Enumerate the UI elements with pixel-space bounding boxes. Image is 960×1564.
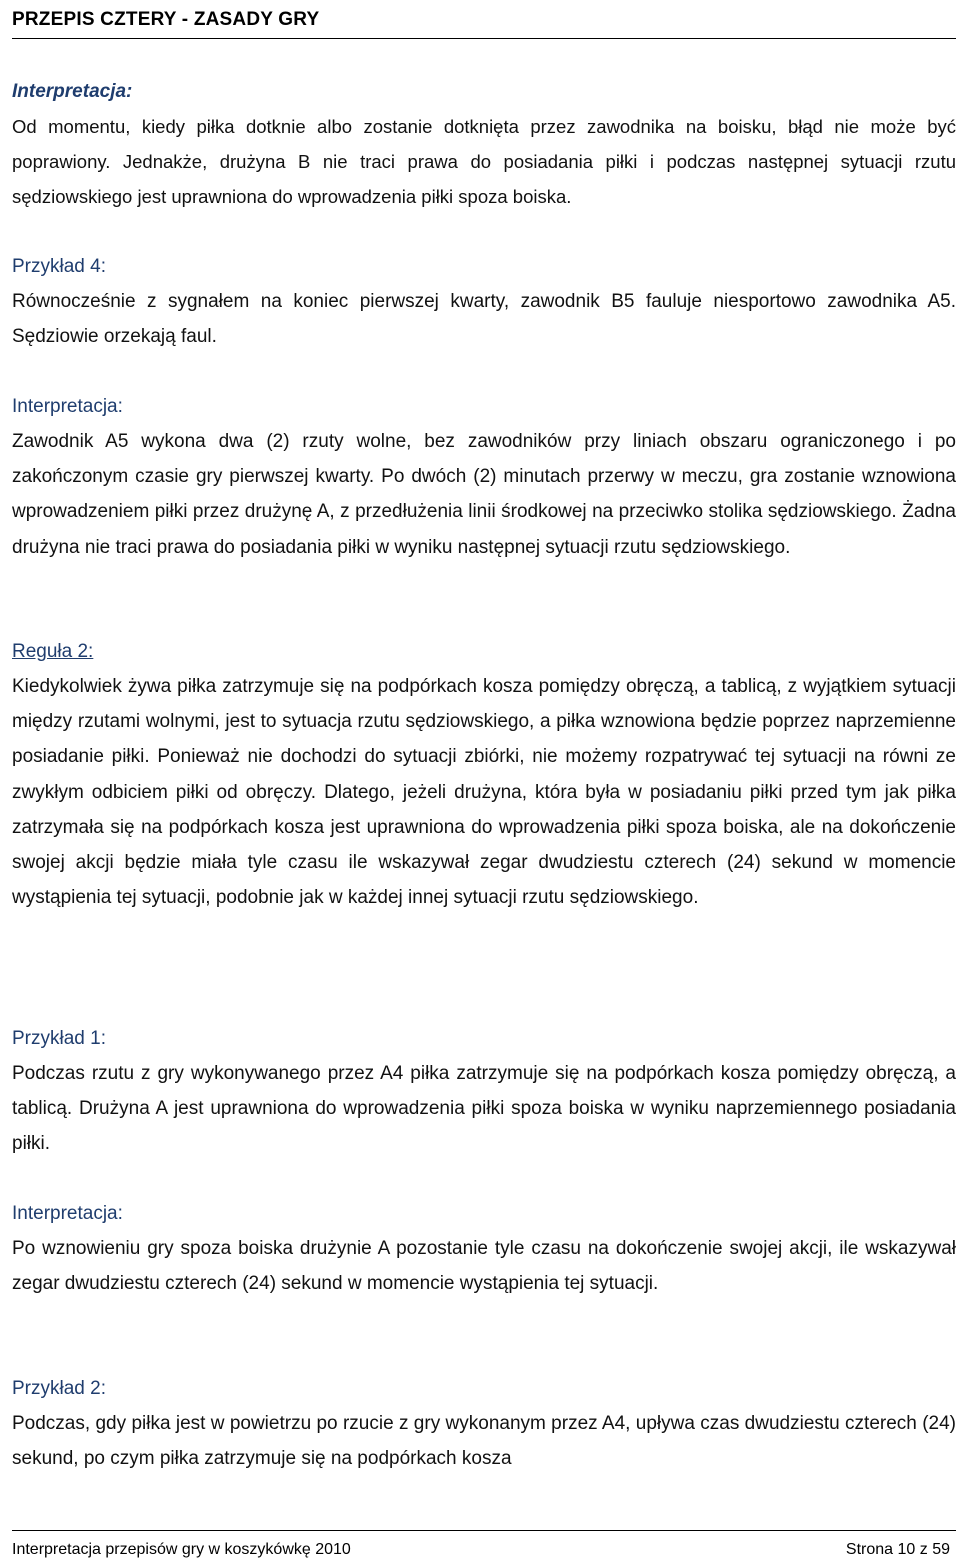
section-heading: Przykład 1: xyxy=(12,1028,106,1049)
section-heading-text: Reguła 2: xyxy=(12,641,94,662)
section-heading: Interpretacja: xyxy=(12,396,123,417)
section-example-4 xyxy=(12,249,956,354)
section-interpretation-3 xyxy=(12,1196,956,1301)
section-text: Po wznowieniu gry spoza boiska drużynie A pozostanie tyle czasu na dokończenie swojej akcji, ile wskazywał zegar dwudziestu czterech (24) sekund w momencie wystąpienia tej sytuacji. xyxy=(12,1238,956,1295)
section-interpretation-2 xyxy=(12,389,956,565)
section-heading: Przykład 2: xyxy=(12,1378,106,1399)
section-heading: Interpretacja: xyxy=(12,81,133,102)
header-divider xyxy=(12,38,956,39)
section-heading: Interpretacja: xyxy=(12,1203,123,1224)
section-text: Kiedykolwiek żywa piłka zatrzymuje się na podpórkach kosza pomiędzy obręczą, a tablicą, z wyjątkiem sytuacji między rzutami wolnymi, jest to sytuacja rzutu sędziowskiego, a piłka wznowiona będzie poprzez naprzemienne posiadanie piłki. Ponieważ nie dochodzi do sytuacji zbiórki, nie możemy rozpatrywać tej sytuacji na równi ze zwykłym odbiciem piłki od obręczy. Dlatego, jeżeli drużyna, która była w posiadaniu piłki przed tym jak piłka zatrzymała się na podpórkach kosza jest uprawniona do wprowadzenia piłki spoza boiska, ale na dokończenie swojej akcji będzie miała tyle czasu ile wskazywał zegar dwudziestu czterech (24) sekund w momencie wystąpienia tej sytuacji, podobnie jak w każdej innej sytuacji rzutu sędziowskiego. xyxy=(12,676,956,909)
section-heading: Przykład 4: xyxy=(12,256,106,277)
section-example-1 xyxy=(12,1021,956,1162)
section-text: Podczas, gdy piłka jest w powietrzu po rzucie z gry wykonanym przez A4, upływa czas dwudziestu czterech (24) sekund, po czym piłka zatrzymuje się na podpórkach kosza xyxy=(12,1413,956,1470)
section-text: Od momentu, kiedy piłka dotknie albo zostanie dotknięta przez zawodnika na boisku, błąd nie może być poprawiony. Jednakże, drużyna B nie traci prawa do posiadania piłki i podczas następnej sytuacji rzutu sędziowskiego jest uprawniona do wprowadzenia piłki spoza boiska. xyxy=(12,116,956,208)
footer-document-title: Interpretacja przepisów gry w koszykówkę 2010 xyxy=(12,1541,351,1558)
section-text: Podczas rzutu z gry wykonywanego przez A4 piłka zatrzymuje się na podpórkach kosza pomiędzy obręczą, a tablicą. Drużyna A jest uprawniona do wprowadzenia piłki spoza boiska w wyniku naprzemiennego posiadania piłki. xyxy=(12,1063,956,1155)
section-interpretation-1 xyxy=(12,74,956,215)
section-rule-2 xyxy=(12,634,956,915)
footer-page-number: Strona 10 z 59 xyxy=(845,1541,950,1558)
section-heading xyxy=(12,634,956,669)
section-text: Zawodnik A5 wykona dwa (2) rzuty wolne, bez zawodników przy liniach obszaru ograniczonego i po zakończonym czasie gry pierwszej kwarty. Po dwóch (2) minutach przerwy w meczu, gra zostanie wznowiona wprowadzeniem piłki przez drużynę A, z przedłużenia linii środkowej na przeciwko stolika sędziowskiego. Żadna drużyna nie traci prawa do posiadania piłki w wyniku następnej sytuacji rzutu sędziowskiego. xyxy=(12,431,956,558)
footer-divider xyxy=(12,1530,956,1531)
section-text: Równocześnie z sygnałem na koniec pierwszej kwarty, zawodnik B5 fauluje niesportowo zawodnika A5. Sędziowie orzekają faul. xyxy=(12,291,956,348)
page-header-title: PRZEPIS CZTERY - ZASADY GRY xyxy=(12,9,320,30)
section-example-2 xyxy=(12,1371,956,1476)
